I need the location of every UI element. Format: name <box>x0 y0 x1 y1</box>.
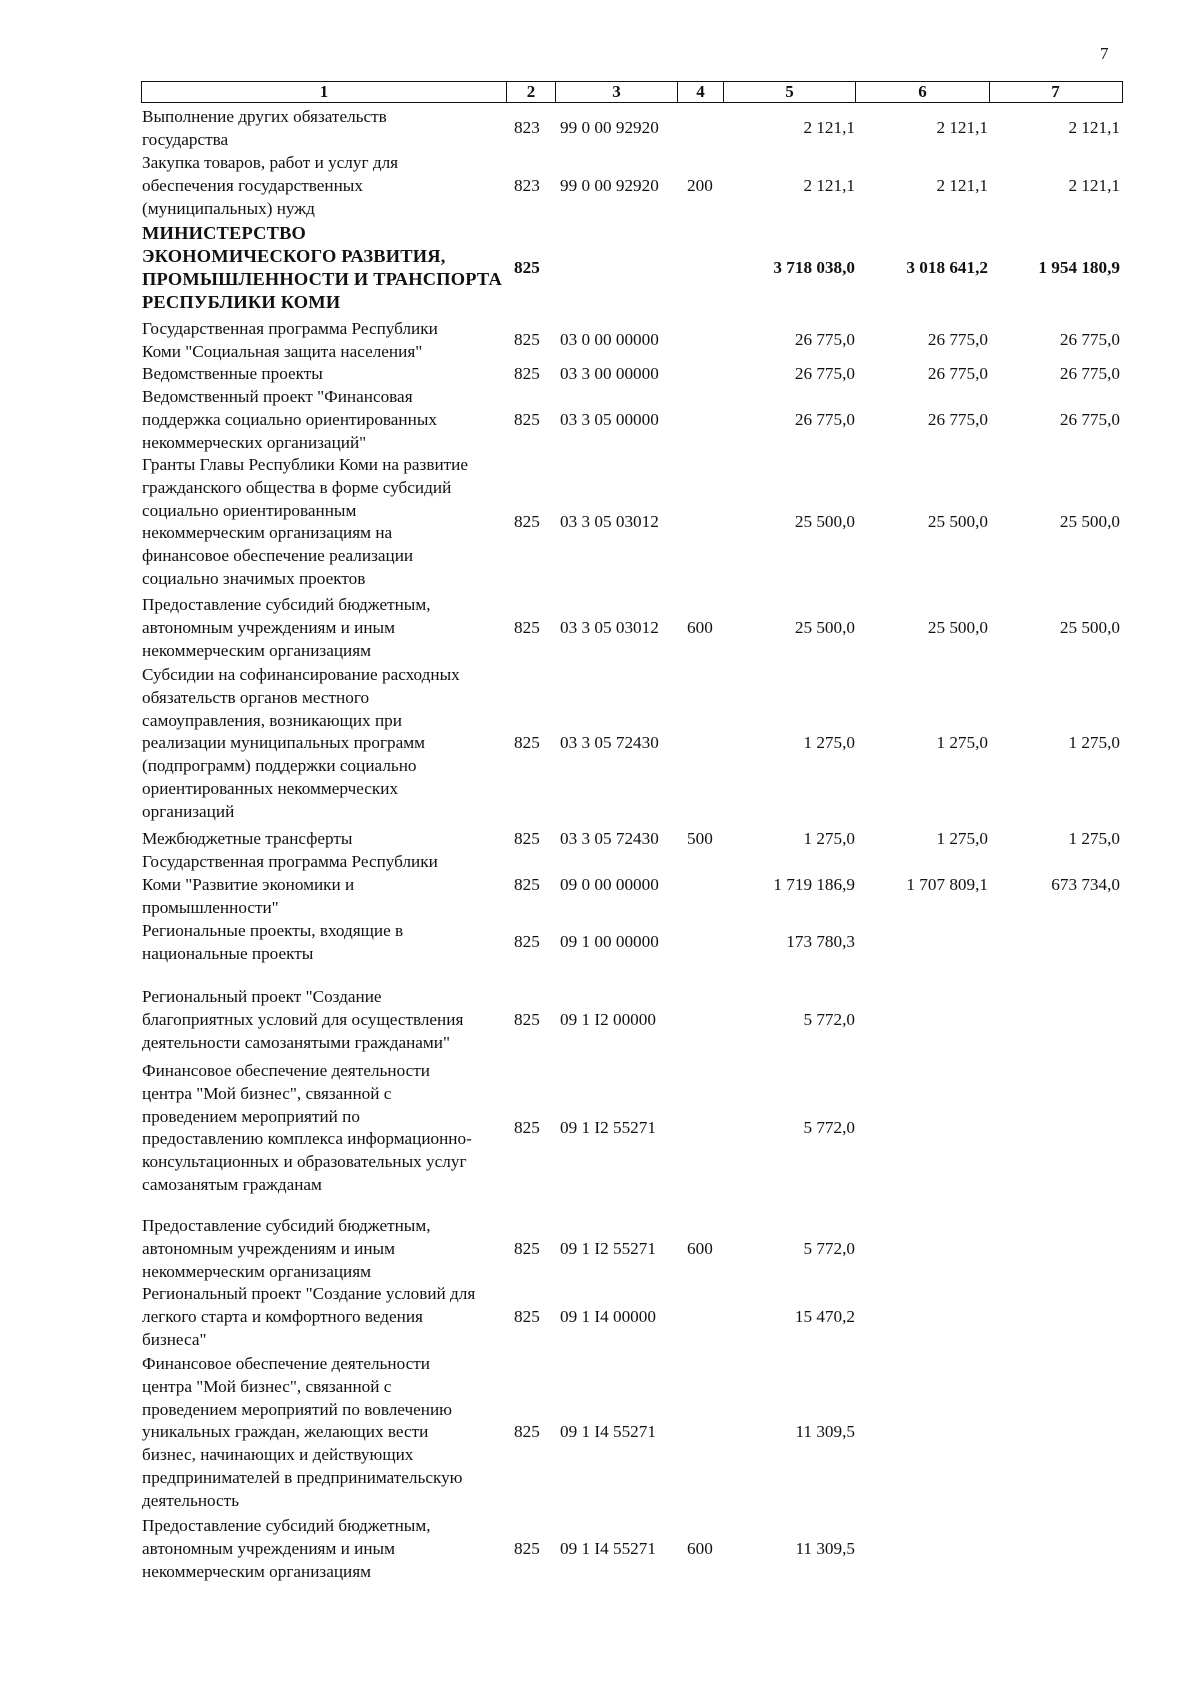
row-name-line: Финансовое обеспечение деятельности <box>142 1354 430 1373</box>
row-name <box>142 986 504 1054</box>
cell-v5: 3 718 038,0 <box>773 257 855 277</box>
row-name-line: центра "Мой бизнес", связанной с <box>142 1083 392 1103</box>
row-name <box>142 828 504 851</box>
cell-adm: 825 <box>514 330 540 350</box>
cell-csr: 03 3 00 00000 <box>560 364 659 383</box>
row-name-line: Субсидии на софинансирование расходных <box>142 665 460 684</box>
cell-v6: 26 775,0 <box>927 364 988 383</box>
row-name-line: промышленности" <box>142 897 279 917</box>
header-col-5: 5 <box>724 82 856 102</box>
cell-csr: 99 0 00 92920 <box>560 118 659 138</box>
row-name-line: автономным учреждениям и иным <box>142 617 395 637</box>
table-header <box>141 81 1123 103</box>
cell-csr: 09 1 00 00000 <box>560 932 659 952</box>
row-name-line: Коми "Развитие экономики и <box>142 874 355 894</box>
row-name-line: обязательств органов местного <box>142 687 370 707</box>
cell-v5: 1 275,0 <box>803 733 855 753</box>
row-name-line: уникальных граждан, желающих вести <box>142 1422 429 1442</box>
row-name-line: некоммерческим организациям <box>142 1561 372 1581</box>
cell-csr: 09 1 I4 55271 <box>560 1538 656 1558</box>
row-name-line: самозанятым гражданам <box>142 1174 322 1194</box>
cell-v6: 1 707 809,1 <box>906 874 988 894</box>
row-name-line: некоммерческим организациям <box>142 1261 372 1281</box>
row-name-line: легкого старта и комфортного ведения <box>142 1306 423 1326</box>
header-col-7: 7 <box>1051 82 1060 101</box>
row-name-line: государства <box>142 129 229 149</box>
cell-v7: 25 500,0 <box>1059 617 1120 637</box>
cell-v5: 25 500,0 <box>794 512 855 531</box>
cell-v7: 1 954 180,9 <box>1038 257 1120 277</box>
cell-vr: 600 <box>687 1538 713 1558</box>
row-name-line: поддержка социально ориентированных <box>142 409 437 429</box>
row-name-line: Ведомственный проект "Финансовая <box>142 387 413 406</box>
cell-v7: 26 775,0 <box>1059 330 1120 350</box>
row-name-line: реализации муниципальных программ <box>142 733 425 753</box>
cell-v6: 26 775,0 <box>927 409 988 429</box>
cell-adm: 825 <box>514 512 540 531</box>
cell-v7: 2 121,1 <box>1068 118 1120 138</box>
row-name-line: бизнеса" <box>142 1329 207 1349</box>
row-name-line: автономным учреждениям и иным <box>142 1238 395 1258</box>
row-name-line: национальные проекты <box>142 943 314 963</box>
cell-v5: 1 719 186,9 <box>773 874 855 894</box>
row-name-line: Выполнение других обязательств <box>142 107 387 126</box>
cell-vr: 600 <box>687 617 713 637</box>
cell-v6: 25 500,0 <box>927 617 988 637</box>
cell-adm: 825 <box>514 1118 540 1137</box>
row-name <box>142 318 504 364</box>
cell-adm: 825 <box>514 829 540 848</box>
cell-csr: 09 1 I4 00000 <box>560 1306 656 1326</box>
cell-csr: 09 1 I2 55271 <box>560 1238 656 1258</box>
row-name-line: гражданского общества в форме субсидий <box>142 477 452 497</box>
row-name <box>142 1515 504 1583</box>
row-name-line: финансовое обеспечение реализации <box>142 546 414 566</box>
row-name <box>142 386 504 454</box>
cell-v5: 15 470,2 <box>794 1306 855 1326</box>
cell-adm: 823 <box>514 118 540 138</box>
cell-v5: 25 500,0 <box>794 617 855 637</box>
row-name-line: организаций <box>142 801 235 821</box>
cell-csr: 09 0 00 00000 <box>560 874 659 894</box>
row-name-line: предпринимателей в предпринимательскую <box>142 1467 463 1487</box>
row-name-line: бизнес, начинающих и действующих <box>142 1445 414 1465</box>
row-name <box>142 1283 504 1351</box>
cell-adm: 823 <box>514 175 540 195</box>
cell-v7: 1 275,0 <box>1068 829 1120 848</box>
row-name <box>142 1215 504 1283</box>
row-name-line: Закупка товаров, работ и услуг для <box>142 153 399 172</box>
row-name-line: некоммерческим организациям <box>142 640 372 660</box>
cell-v5: 5 772,0 <box>803 1009 855 1029</box>
row-name-line: Региональный проект "Создание условий для <box>142 1284 476 1303</box>
row-name-line: Предоставление субсидий бюджетным, <box>142 1216 431 1235</box>
row-name-line: Предоставление субсидий бюджетным, <box>142 1516 431 1535</box>
cell-adm: 825 <box>514 1538 540 1558</box>
cell-v6: 3 018 641,2 <box>906 257 988 277</box>
cell-csr: 09 1 I2 55271 <box>560 1118 656 1137</box>
cell-v6: 2 121,1 <box>936 118 988 138</box>
row-name-line: (подпрограмм) поддержки социально <box>142 756 417 776</box>
header-col-3: 3 <box>556 82 678 102</box>
row-name-line: РЕСПУБЛИКИ КОМИ <box>142 292 341 312</box>
cell-csr: 09 1 I2 00000 <box>560 1009 656 1029</box>
row-name-line: Предоставление субсидий бюджетным, <box>142 595 431 614</box>
cell-adm: 825 <box>514 733 540 753</box>
cell-adm: 825 <box>514 1306 540 1326</box>
row-name-line: ориентированных некоммерческих <box>142 778 399 798</box>
cell-v7: 25 500,0 <box>1059 512 1120 531</box>
row-name-line: некоммерческих организаций" <box>142 432 367 452</box>
cell-vr: 600 <box>687 1238 713 1258</box>
row-name-line: Региональный проект "Создание <box>142 987 382 1006</box>
row-name-line: ЭКОНОМИЧЕСКОГО РАЗВИТИЯ, <box>142 246 446 266</box>
row-name-line: проведением мероприятий по <box>142 1106 360 1126</box>
row-name-line: самоуправления, возникающих при <box>142 710 402 730</box>
cell-csr: 99 0 00 92920 <box>560 175 659 195</box>
cell-csr: 03 3 05 72430 <box>560 829 659 848</box>
row-name <box>142 851 504 919</box>
cell-v6: 25 500,0 <box>927 512 988 531</box>
row-name <box>142 1060 504 1197</box>
row-name-line: социально значимых проектов <box>142 568 366 588</box>
row-name-line: Государственная программа Республики <box>142 852 438 871</box>
cell-adm: 825 <box>514 874 540 894</box>
row-name-line: Государственная программа Республики <box>142 319 438 338</box>
row-name <box>142 454 504 591</box>
row-name-line: деятельность <box>142 1490 240 1510</box>
cell-csr: 03 3 05 03012 <box>560 617 659 637</box>
row-name <box>142 920 504 966</box>
cell-adm: 825 <box>514 1009 540 1029</box>
row-name-line: МИНИСТЕРСТВО <box>142 223 307 243</box>
cell-vr: 500 <box>687 829 713 848</box>
row-name-line: деятельности самозанятыми гражданами" <box>142 1032 451 1052</box>
cell-adm: 825 <box>514 364 540 383</box>
row-name-line: Финансовое обеспечение деятельности <box>142 1061 430 1080</box>
cell-v7: 2 121,1 <box>1068 175 1120 195</box>
row-name-line: Гранты Главы Республики Коми на развитие <box>142 455 468 474</box>
row-name-line: Межбюджетные трансферты <box>142 829 353 848</box>
row-name <box>142 222 504 314</box>
row-name-line: консультационных и образовательных услуг <box>142 1152 467 1172</box>
row-name-line: благоприятных условий для осуществления <box>142 1009 464 1029</box>
row-name-line: социально ориентированным <box>142 500 357 520</box>
header-col-1: 1 <box>142 82 507 102</box>
row-name-line: проведением мероприятий по вовлечению <box>142 1399 453 1419</box>
row-name-line: Коми "Социальная защита населения" <box>142 341 423 361</box>
header-col-4: 4 <box>678 82 724 102</box>
cell-v5: 11 309,5 <box>795 1422 855 1442</box>
cell-v7: 1 275,0 <box>1068 733 1120 753</box>
row-name-line: предоставлению комплекса информационно- <box>142 1129 472 1149</box>
cell-csr: 09 1 I4 55271 <box>560 1422 656 1442</box>
cell-v5: 11 309,5 <box>795 1538 855 1558</box>
cell-v6: 26 775,0 <box>927 330 988 350</box>
cell-adm: 825 <box>514 409 540 429</box>
cell-adm: 825 <box>514 932 540 952</box>
cell-v5: 173 780,3 <box>786 932 855 952</box>
row-name <box>142 106 504 152</box>
row-name-line: некоммерческим организациям на <box>142 523 393 543</box>
cell-v6: 1 275,0 <box>936 733 988 753</box>
cell-csr: 03 3 05 72430 <box>560 733 659 753</box>
row-name <box>142 594 504 662</box>
row-name-line: (муниципальных) нужд <box>142 198 315 218</box>
cell-adm: 825 <box>514 257 540 277</box>
row-name <box>142 1353 504 1513</box>
cell-v5: 5 772,0 <box>803 1118 855 1137</box>
cell-v5: 5 772,0 <box>803 1238 855 1258</box>
cell-vr: 200 <box>687 175 713 195</box>
cell-v5: 2 121,1 <box>803 118 855 138</box>
cell-csr: 03 0 00 00000 <box>560 330 659 350</box>
cell-adm: 825 <box>514 1238 540 1258</box>
row-name-line: автономным учреждениям и иным <box>142 1538 395 1558</box>
cell-v5: 26 775,0 <box>794 330 855 350</box>
row-name-line: Региональные проекты, входящие в <box>142 921 404 940</box>
cell-v5: 2 121,1 <box>803 175 855 195</box>
row-name <box>142 664 504 824</box>
cell-v6: 2 121,1 <box>936 175 988 195</box>
row-name <box>142 152 504 220</box>
row-name-line: Ведомственные проекты <box>142 364 323 383</box>
cell-v7: 26 775,0 <box>1059 409 1120 429</box>
cell-v7: 673 734,0 <box>1051 874 1120 894</box>
cell-v5: 26 775,0 <box>794 364 855 383</box>
cell-adm: 825 <box>514 617 540 637</box>
cell-csr: 03 3 05 03012 <box>560 512 659 531</box>
page-number: 7 <box>1100 44 1109 63</box>
header-col-6: 6 <box>856 82 990 102</box>
row-name <box>142 363 504 386</box>
cell-v5: 1 275,0 <box>803 829 855 848</box>
cell-v6: 1 275,0 <box>936 829 988 848</box>
row-name-line: центра "Мой бизнес", связанной с <box>142 1376 392 1396</box>
cell-adm: 825 <box>514 1422 540 1442</box>
row-name-line: ПРОМЫШЛЕННОСТИ И ТРАНСПОРТА <box>142 269 502 289</box>
cell-v7: 26 775,0 <box>1059 364 1120 383</box>
row-name-line: обеспечения государственных <box>142 175 363 195</box>
header-col-2: 2 <box>507 82 556 102</box>
cell-csr: 03 3 05 00000 <box>560 409 659 429</box>
cell-v5: 26 775,0 <box>794 409 855 429</box>
